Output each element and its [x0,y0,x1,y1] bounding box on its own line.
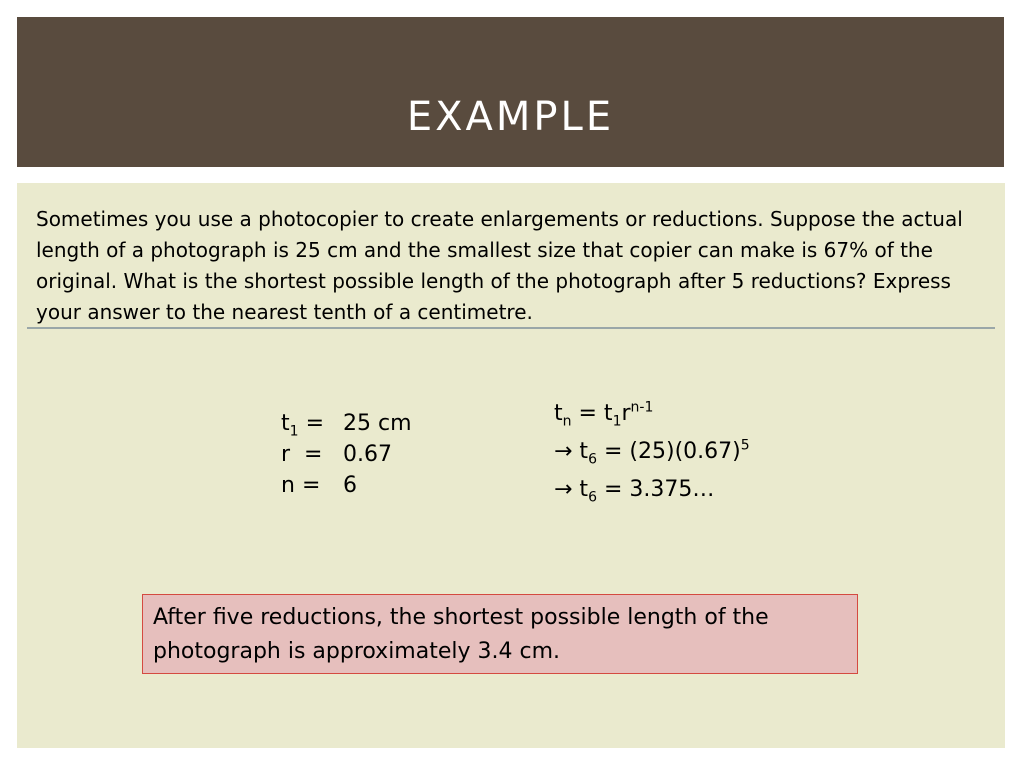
divider [27,327,995,329]
given-t1-value: 25 cm [343,411,412,436]
given-r-value: 0.67 [343,442,392,467]
result-step: → $t_6$ = 3.375… [554,477,715,506]
given-values [281,408,412,501]
arrow-icon: → [554,477,573,502]
arrow-icon: → [554,439,573,464]
title-bar [17,17,1004,167]
given-t1: $t_1 = 25$ cm [281,411,412,440]
given-n: n = 6 [281,473,357,498]
slide-title: EXAMPLE [406,94,615,140]
content-area [17,183,1005,748]
problem-statement: Sometimes you use a photocopier to create enlargements or reductions. Suppose the actual length of a photograph is 25 cm and the smallest size that copier can make is 67% of the original. What is the shortest possible length of the photograph after 5 reductions? Express your answer to the nearest tenth of a centimetre. [36,207,963,324]
general-term-formula: $t_n = t_1r^{n-1}$ [554,399,654,430]
given-r: r = 0.67 [281,442,392,467]
given-n-value: 6 [343,473,357,498]
substitution-step: → $t_6 = (25)(0.67)^5$ [554,437,750,468]
answer-box: After five reductions, the shortest possible length of the photograph is approximately 3.4 cm. [142,594,858,674]
formula-steps [554,399,750,517]
